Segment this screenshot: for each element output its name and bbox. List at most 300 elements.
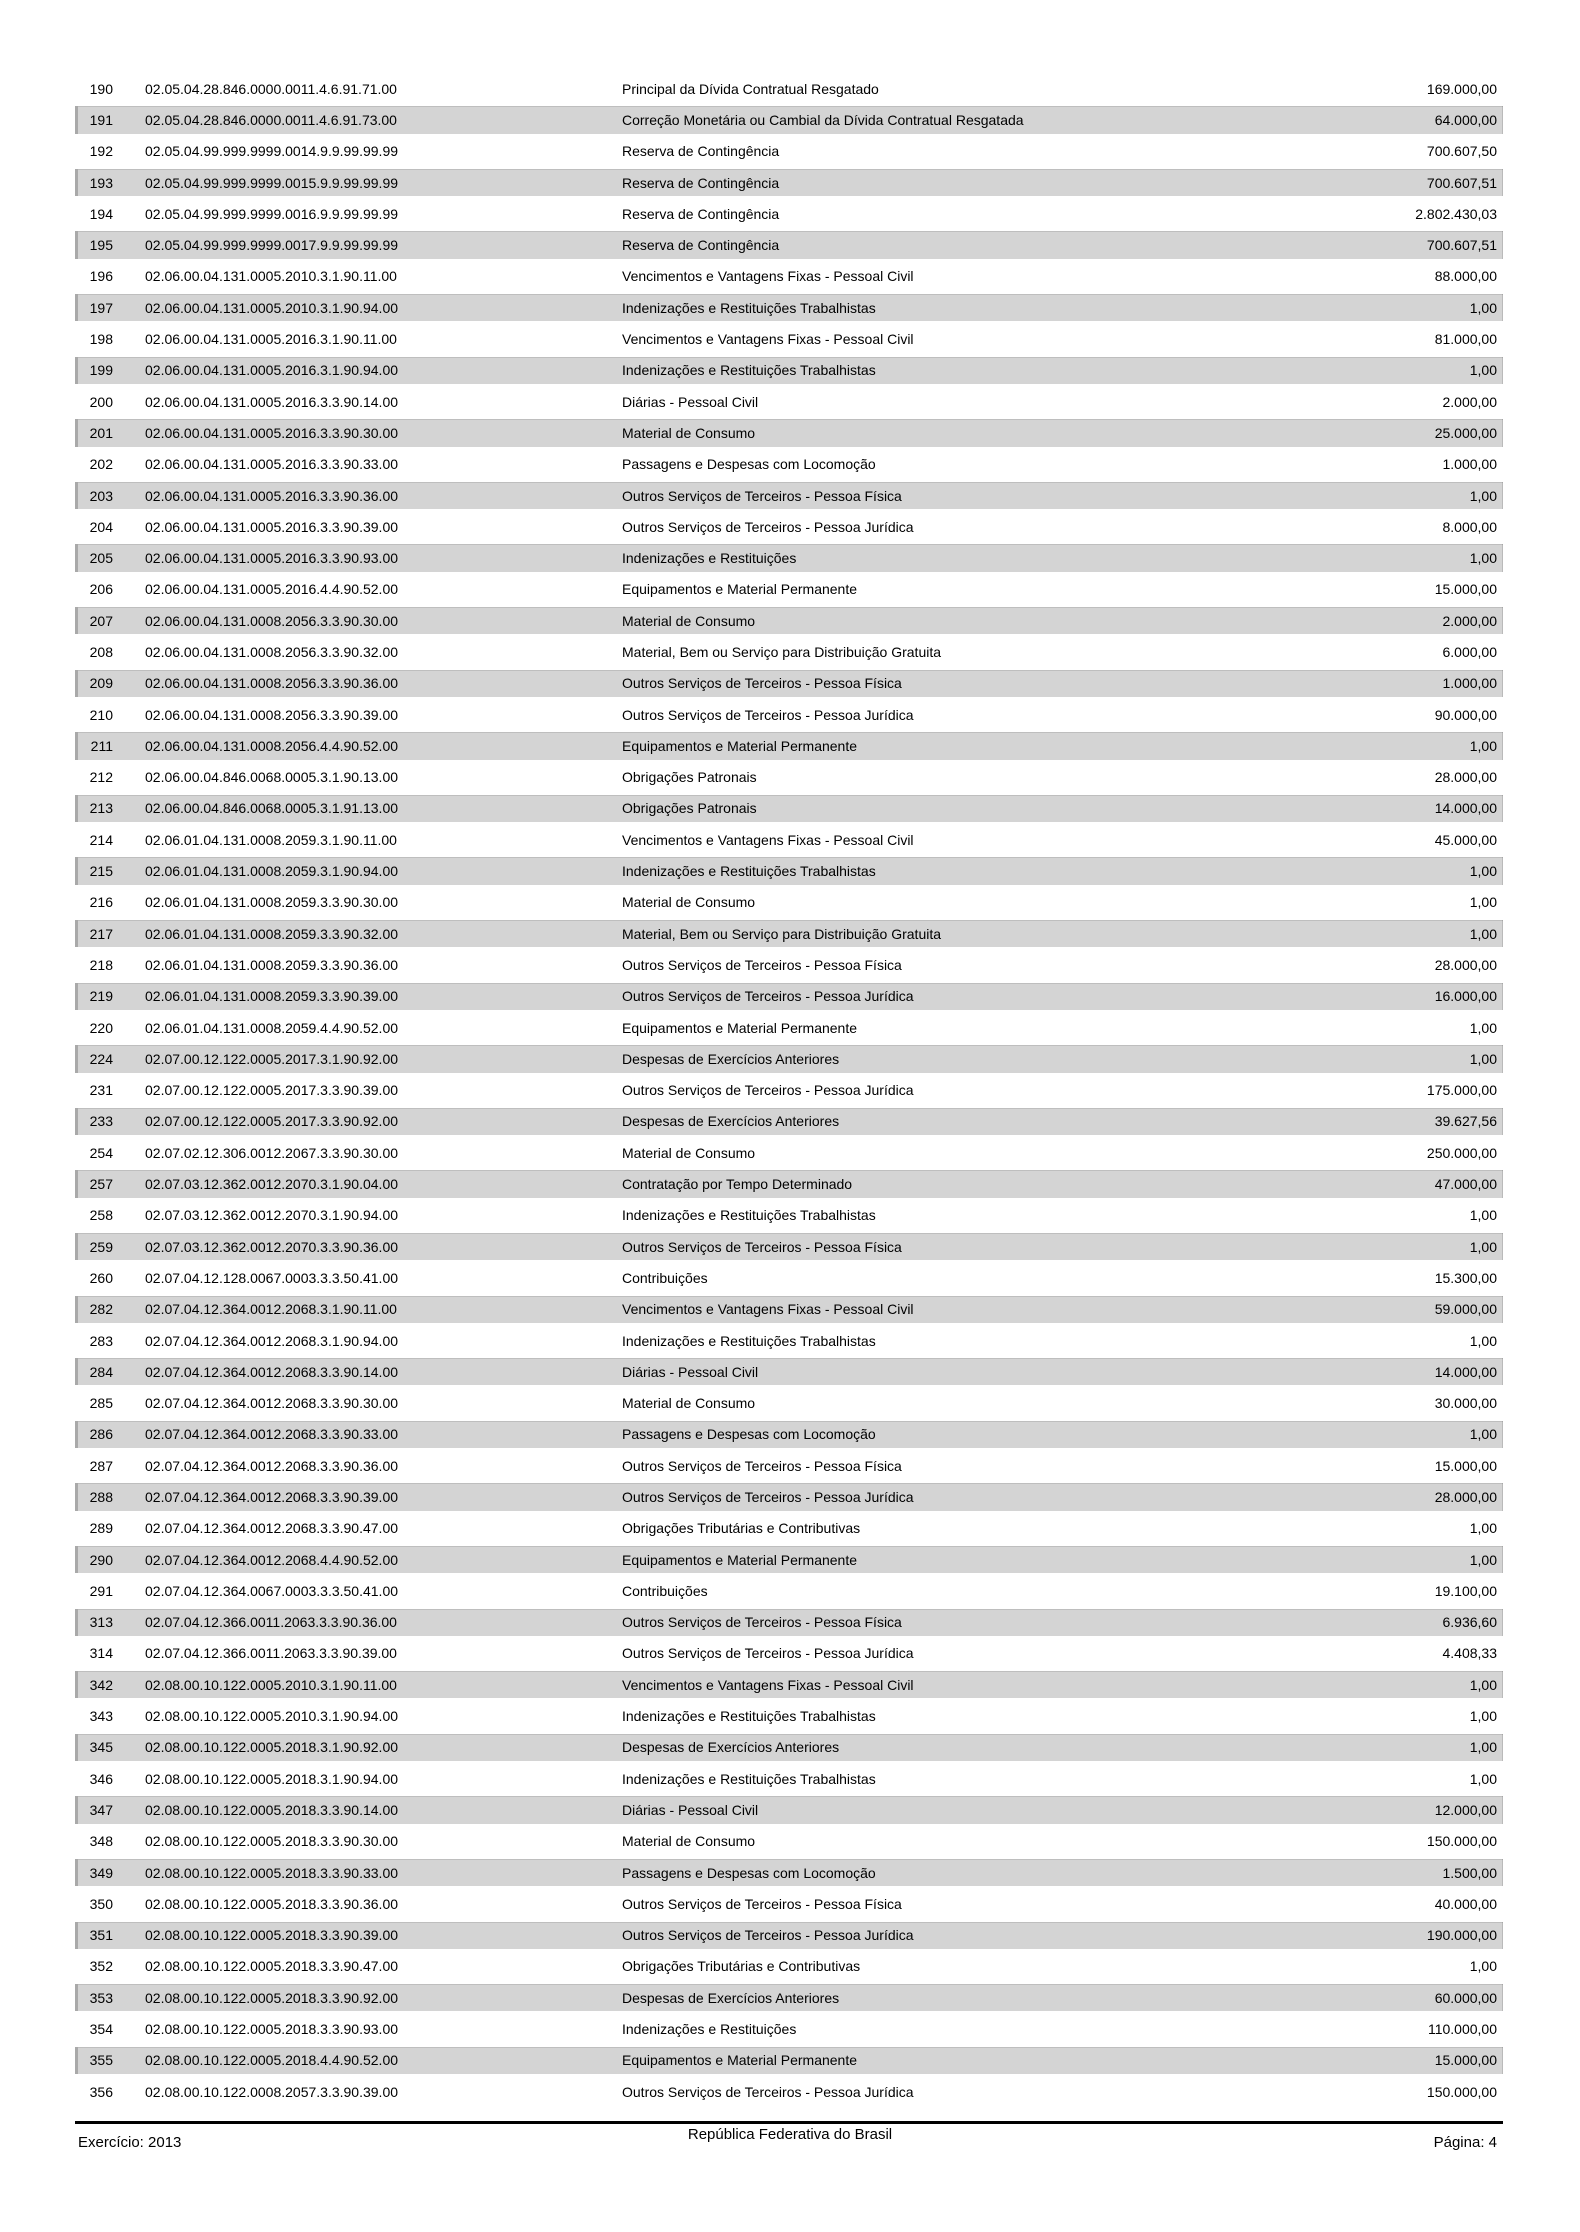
row-number-cell: 214 <box>89 831 113 848</box>
description-cell: Indenizações e Restituições Trabalhistas <box>622 863 876 880</box>
table-row-band <box>75 951 1503 978</box>
table-row <box>75 1200 1503 1231</box>
row-number-cell: 356 <box>89 2083 113 2100</box>
description-cell: Outros Serviços de Terceiros - Pessoa Jurídica <box>622 1082 914 1099</box>
budget-code-cell: 02.08.00.10.122.0005.2010.3.1.90.94.00 <box>145 1708 399 1725</box>
budget-code-cell: 02.07.04.12.364.0012.2068.3.3.90.14.00 <box>145 1363 399 1380</box>
table-row-band <box>75 357 1503 384</box>
table-row <box>75 1951 1503 1982</box>
budget-code-cell: 02.06.00.04.131.0008.2056.3.3.90.30.00 <box>145 612 399 629</box>
description-cell: Outros Serviços de Terceiros - Pessoa Física <box>622 1614 902 1631</box>
row-number-cell: 190 <box>89 80 113 97</box>
description-cell: Correção Monetária ou Cambial da Dívida Contratual Resgatada <box>622 111 1024 128</box>
budget-code-cell: 02.06.00.04.846.0068.0005.3.1.91.13.00 <box>145 800 399 817</box>
budget-code-cell: 02.08.00.10.122.0005.2018.3.3.90.30.00 <box>145 1833 399 1850</box>
table-row-band <box>75 294 1503 321</box>
description-cell: Outros Serviços de Terceiros - Pessoa Jurídica <box>622 706 914 723</box>
row-number-cell: 283 <box>89 1332 113 1349</box>
description-cell: Reserva de Contingência <box>622 143 780 160</box>
value-cell: 81.000,00 <box>1434 331 1497 348</box>
value-cell: 1,00 <box>1469 1426 1497 1443</box>
budget-code-cell: 02.06.00.04.131.0008.2056.3.3.90.36.00 <box>145 675 399 692</box>
row-number-cell: 204 <box>89 518 113 535</box>
budget-code-cell: 02.05.04.28.846.0000.0011.4.6.91.71.00 <box>145 80 397 97</box>
footer-exercise-label: Exercício: 2013 <box>78 2134 182 2151</box>
value-cell: 47.000,00 <box>1434 1176 1497 1193</box>
description-cell: Despesas de Exercícios Anteriores <box>622 1050 840 1067</box>
table-row <box>75 1763 1503 1794</box>
table-row-band <box>75 732 1503 759</box>
budget-code-cell: 02.06.00.04.131.0005.2016.3.3.90.33.00 <box>145 456 399 473</box>
table-row-band <box>75 325 1503 352</box>
description-cell: Passagens e Despesas com Locomoção <box>622 1864 876 1881</box>
description-cell: Outros Serviços de Terceiros - Pessoa Jurídica <box>622 988 914 1005</box>
budget-code-cell: 02.07.04.12.364.0012.2068.3.3.90.30.00 <box>145 1395 399 1412</box>
table-row-band <box>75 1421 1503 1448</box>
value-cell: 28.000,00 <box>1434 769 1497 786</box>
row-number-cell: 254 <box>89 1144 113 1161</box>
table-row-band <box>75 1702 1503 1729</box>
row-number-cell: 213 <box>89 800 113 817</box>
row-number-cell: 352 <box>89 1958 113 1975</box>
budget-code-cell: 02.06.00.04.131.0005.2016.3.1.90.11.00 <box>145 331 397 348</box>
description-cell: Contribuições <box>622 1582 708 1599</box>
table-row-band <box>75 1264 1503 1291</box>
budget-code-cell: 02.06.00.04.131.0008.2056.3.3.90.32.00 <box>145 643 399 660</box>
table-row-band <box>75 1170 1503 1197</box>
table-row <box>75 730 1503 761</box>
row-number-cell: 355 <box>89 2052 113 2069</box>
budget-code-cell: 02.06.00.04.131.0005.2010.3.1.90.94.00 <box>145 299 399 316</box>
table-row <box>75 1043 1503 1074</box>
value-cell: 14.000,00 <box>1434 1363 1497 1380</box>
description-cell: Vencimentos e Vantagens Fixas - Pessoal Civil <box>622 331 914 348</box>
table-row-band <box>75 1202 1503 1229</box>
table-row-band <box>75 1233 1503 1260</box>
value-cell: 19.100,00 <box>1434 1582 1497 1599</box>
description-cell: Vencimentos e Vantagens Fixas - Pessoal Civil <box>622 831 914 848</box>
row-number-cell: 210 <box>89 706 113 723</box>
description-cell: Outros Serviços de Terceiros - Pessoa Física <box>622 1457 902 1474</box>
description-cell: Material de Consumo <box>622 424 756 441</box>
budget-code-cell: 02.06.00.04.131.0005.2016.3.3.90.36.00 <box>145 487 399 504</box>
budget-table <box>75 73 1503 2107</box>
budget-code-cell: 02.07.03.12.362.0012.2070.3.1.90.94.00 <box>145 1207 399 1224</box>
table-row-band <box>75 607 1503 634</box>
table-row-band <box>75 231 1503 258</box>
table-row <box>75 1700 1503 1731</box>
table-row <box>75 1231 1503 1262</box>
budget-code-cell: 02.08.00.10.122.0008.2057.3.3.90.39.00 <box>145 2083 399 2100</box>
budget-code-cell: 02.06.00.04.131.0008.2056.4.4.90.52.00 <box>145 737 399 754</box>
description-cell: Material de Consumo <box>622 612 756 629</box>
value-cell: 12.000,00 <box>1434 1801 1497 1818</box>
table-row <box>75 824 1503 855</box>
value-cell: 2.000,00 <box>1442 612 1497 629</box>
budget-code-cell: 02.06.01.04.131.0008.2059.4.4.90.52.00 <box>145 1019 399 1036</box>
table-row-band <box>75 1296 1503 1323</box>
description-cell: Material de Consumo <box>622 1833 756 1850</box>
description-cell: Indenizações e Restituições Trabalhistas <box>622 1770 876 1787</box>
table-row <box>75 449 1503 480</box>
row-number-cell: 220 <box>89 1019 113 1036</box>
table-row-band <box>75 1483 1503 1510</box>
table-row-band <box>75 920 1503 947</box>
table-row <box>75 887 1503 918</box>
description-cell: Contribuições <box>622 1269 708 1286</box>
table-row <box>75 542 1503 573</box>
description-cell: Outros Serviços de Terceiros - Pessoa Jurídica <box>622 2083 914 2100</box>
table-row <box>75 1012 1503 1043</box>
budget-code-cell: 02.07.00.12.122.0005.2017.3.3.90.39.00 <box>145 1082 399 1099</box>
row-number-cell: 345 <box>89 1739 113 1756</box>
value-cell: 1,00 <box>1469 863 1497 880</box>
table-row-band <box>75 451 1503 478</box>
table-row <box>75 636 1503 667</box>
table-row <box>75 73 1503 104</box>
table-row <box>75 1920 1503 1951</box>
table-row-band <box>75 764 1503 791</box>
table-row <box>75 1888 1503 1919</box>
row-number-cell: 212 <box>89 769 113 786</box>
description-cell: Reserva de Contingência <box>622 174 780 191</box>
budget-code-cell: 02.07.04.12.364.0067.0003.3.3.50.41.00 <box>145 1582 399 1599</box>
description-cell: Vencimentos e Vantagens Fixas - Pessoal Civil <box>622 268 914 285</box>
table-row <box>75 1669 1503 1700</box>
row-number-cell: 198 <box>89 331 113 348</box>
table-row <box>75 1387 1503 1418</box>
row-number-cell: 194 <box>89 205 113 222</box>
description-cell: Outros Serviços de Terceiros - Pessoa Física <box>622 1895 902 1912</box>
table-row <box>75 1106 1503 1137</box>
table-row <box>75 1732 1503 1763</box>
table-row-band <box>75 1734 1503 1761</box>
value-cell: 1,00 <box>1469 1676 1497 1693</box>
table-row-band <box>75 670 1503 697</box>
description-cell: Outros Serviços de Terceiros - Pessoa Jurídica <box>622 1927 914 1944</box>
table-row <box>75 417 1503 448</box>
value-cell: 1,00 <box>1469 1551 1497 1568</box>
value-cell: 15.000,00 <box>1434 1457 1497 1474</box>
budget-code-cell: 02.06.01.04.131.0008.2059.3.3.90.39.00 <box>145 988 399 1005</box>
budget-code-cell: 02.07.04.12.364.0012.2068.3.1.90.11.00 <box>145 1301 397 1318</box>
budget-code-cell: 02.05.04.99.999.9999.0014.9.9.99.99.99 <box>145 143 399 160</box>
row-number-cell: 350 <box>89 1895 113 1912</box>
table-row-band <box>75 419 1503 446</box>
description-cell: Reserva de Contingência <box>622 237 780 254</box>
budget-code-cell: 02.06.00.04.131.0005.2016.3.1.90.94.00 <box>145 362 399 379</box>
table-row-band <box>75 638 1503 665</box>
description-cell: Indenizações e Restituições Trabalhistas <box>622 362 876 379</box>
table-row <box>75 1325 1503 1356</box>
value-cell: 1.000,00 <box>1442 456 1497 473</box>
table-row-band <box>75 1796 1503 1823</box>
table-row-band <box>75 576 1503 603</box>
table-row <box>75 1857 1503 1888</box>
table-row-band <box>75 1953 1503 1980</box>
table-row <box>75 136 1503 167</box>
value-cell: 1,00 <box>1469 1770 1497 1787</box>
description-cell: Contratação por Tempo Determinado <box>622 1176 853 1193</box>
row-number-cell: 201 <box>89 424 113 441</box>
budget-code-cell: 02.06.00.04.131.0005.2016.3.3.90.14.00 <box>145 393 399 410</box>
table-row <box>75 1262 1503 1293</box>
table-row <box>75 1638 1503 1669</box>
row-number-cell: 314 <box>89 1645 113 1662</box>
table-row <box>75 261 1503 292</box>
row-number-cell: 343 <box>89 1708 113 1725</box>
description-cell: Material, Bem ou Serviço para Distribuição Gratuita <box>622 925 942 942</box>
description-cell: Passagens e Despesas com Locomoção <box>622 1426 876 1443</box>
budget-code-cell: 02.07.04.12.366.0011.2063.3.3.90.36.00 <box>145 1614 397 1631</box>
value-cell: 700.607,50 <box>1426 143 1497 160</box>
table-row <box>75 386 1503 417</box>
row-number-cell: 202 <box>89 456 113 473</box>
budget-code-cell: 02.06.00.04.131.0005.2010.3.1.90.11.00 <box>145 268 397 285</box>
budget-code-cell: 02.07.03.12.362.0012.2070.3.1.90.04.00 <box>145 1176 399 1193</box>
row-number-cell: 206 <box>89 581 113 598</box>
row-number-cell: 287 <box>89 1457 113 1474</box>
description-cell: Obrigações Tributárias e Contributivas <box>622 1520 861 1537</box>
table-row-band <box>75 826 1503 853</box>
description-cell: Obrigações Patronais <box>622 769 757 786</box>
description-cell: Diárias - Pessoal Civil <box>622 1801 759 1818</box>
row-number-cell: 290 <box>89 1551 113 1568</box>
value-cell: 45.000,00 <box>1434 831 1497 848</box>
budget-code-cell: 02.07.04.12.364.0012.2068.3.1.90.94.00 <box>145 1332 399 1349</box>
budget-code-cell: 02.06.01.04.131.0008.2059.3.1.90.94.00 <box>145 863 399 880</box>
table-row-band <box>75 1077 1503 1104</box>
description-cell: Principal da Dívida Contratual Resgatado <box>622 80 879 97</box>
value-cell: 1,00 <box>1469 487 1497 504</box>
value-cell: 1.000,00 <box>1442 675 1497 692</box>
description-cell: Reserva de Contingência <box>622 205 780 222</box>
budget-code-cell: 02.06.00.04.131.0005.2016.3.3.90.39.00 <box>145 518 399 535</box>
table-row-band <box>75 1640 1503 1667</box>
table-row-band <box>75 1452 1503 1479</box>
row-number-cell: 291 <box>89 1582 113 1599</box>
description-cell: Equipamentos e Material Permanente <box>622 2052 858 2069</box>
row-number-cell: 215 <box>89 863 113 880</box>
value-cell: 1,00 <box>1469 362 1497 379</box>
table-row-band <box>75 1859 1503 1886</box>
budget-code-cell: 02.07.00.12.122.0005.2017.3.3.90.92.00 <box>145 1113 399 1130</box>
row-number-cell: 285 <box>89 1395 113 1412</box>
budget-code-cell: 02.07.04.12.364.0012.2068.3.3.90.36.00 <box>145 1457 399 1474</box>
table-row <box>75 1294 1503 1325</box>
row-number-cell: 216 <box>89 894 113 911</box>
description-cell: Indenizações e Restituições <box>622 550 797 567</box>
table-row <box>75 1513 1503 1544</box>
table-row-band <box>75 2078 1503 2105</box>
table-row-band <box>75 1358 1503 1385</box>
table-row-band <box>75 1922 1503 1949</box>
table-row <box>75 1575 1503 1606</box>
budget-code-cell: 02.06.01.04.131.0008.2059.3.3.90.36.00 <box>145 956 399 973</box>
table-row-band <box>75 544 1503 571</box>
description-cell: Equipamentos e Material Permanente <box>622 581 858 598</box>
row-number-cell: 349 <box>89 1864 113 1881</box>
value-cell: 250.000,00 <box>1426 1144 1497 1161</box>
row-number-cell: 347 <box>89 1801 113 1818</box>
value-cell: 150.000,00 <box>1426 2083 1497 2100</box>
budget-code-cell: 02.05.04.99.999.9999.0017.9.9.99.99.99 <box>145 237 399 254</box>
value-cell: 4.408,33 <box>1442 1645 1497 1662</box>
value-cell: 1,00 <box>1469 894 1497 911</box>
row-number-cell: 209 <box>89 675 113 692</box>
row-number-cell: 288 <box>89 1489 113 1505</box>
table-row-band <box>75 513 1503 540</box>
value-cell: 15.000,00 <box>1434 581 1497 598</box>
table-row <box>75 793 1503 824</box>
budget-code-cell: 02.07.04.12.128.0067.0003.3.3.50.41.00 <box>145 1269 399 1286</box>
table-row <box>75 167 1503 198</box>
table-row-band <box>75 263 1503 290</box>
row-number-cell: 257 <box>89 1176 113 1193</box>
row-number-cell: 196 <box>89 268 113 285</box>
table-row <box>75 1075 1503 1106</box>
value-cell: 14.000,00 <box>1434 800 1497 817</box>
description-cell: Equipamentos e Material Permanente <box>622 1019 858 1036</box>
value-cell: 28.000,00 <box>1434 1489 1497 1505</box>
table-row <box>75 292 1503 323</box>
value-cell: 15.000,00 <box>1434 2052 1497 2069</box>
description-cell: Outros Serviços de Terceiros - Pessoa Jurídica <box>622 1489 914 1505</box>
row-number-cell: 346 <box>89 1770 113 1787</box>
description-cell: Equipamentos e Material Permanente <box>622 737 858 754</box>
value-cell: 1,00 <box>1469 299 1497 316</box>
description-cell: Vencimentos e Vantagens Fixas - Pessoal Civil <box>622 1301 914 1318</box>
table-row-band <box>75 75 1503 102</box>
value-cell: 16.000,00 <box>1434 988 1497 1005</box>
budget-code-cell: 02.08.00.10.122.0005.2018.4.4.90.52.00 <box>145 2052 399 2069</box>
budget-code-cell: 02.06.01.04.131.0008.2059.3.3.90.30.00 <box>145 894 399 911</box>
value-cell: 150.000,00 <box>1426 1833 1497 1850</box>
table-row-band <box>75 1327 1503 1354</box>
description-cell: Passagens e Despesas com Locomoção <box>622 456 876 473</box>
value-cell: 40.000,00 <box>1434 1895 1497 1912</box>
description-cell: Equipamentos e Material Permanente <box>622 1551 858 1568</box>
table-row <box>75 2013 1503 2044</box>
description-cell: Indenizações e Restituições <box>622 2021 797 2038</box>
table-row-band <box>75 983 1503 1010</box>
table-row-band <box>75 1828 1503 1855</box>
budget-code-cell: 02.07.04.12.364.0012.2068.3.3.90.33.00 <box>145 1426 399 1443</box>
table-row-band <box>75 169 1503 196</box>
table-row <box>75 762 1503 793</box>
table-row-band <box>75 701 1503 728</box>
table-row <box>75 1356 1503 1387</box>
value-cell: 8.000,00 <box>1442 518 1497 535</box>
row-number-cell: 208 <box>89 643 113 660</box>
value-cell: 110.000,00 <box>1427 2021 1497 2038</box>
table-row <box>75 1826 1503 1857</box>
table-row <box>75 981 1503 1012</box>
value-cell: 1,00 <box>1469 550 1497 567</box>
table-row-band <box>75 482 1503 509</box>
table-row <box>75 1168 1503 1199</box>
budget-code-cell: 02.08.00.10.122.0005.2010.3.1.90.11.00 <box>145 1676 397 1693</box>
row-number-cell: 191 <box>89 111 113 128</box>
value-cell: 88.000,00 <box>1434 268 1497 285</box>
row-number-cell: 260 <box>89 1269 113 1286</box>
table-row-band <box>75 138 1503 165</box>
footer-country-label: República Federativa do Brasil <box>687 2126 893 2143</box>
budget-code-cell: 02.07.04.12.366.0011.2063.3.3.90.39.00 <box>145 1645 397 1662</box>
budget-code-cell: 02.07.04.12.364.0012.2068.4.4.90.52.00 <box>145 1551 399 1568</box>
description-cell: Material de Consumo <box>622 1144 756 1161</box>
description-cell: Outros Serviços de Terceiros - Pessoa Física <box>622 956 902 973</box>
budget-code-cell: 02.05.04.99.999.9999.0015.9.9.99.99.99 <box>145 174 399 191</box>
table-row <box>75 918 1503 949</box>
description-cell: Vencimentos e Vantagens Fixas - Pessoal Civil <box>622 1676 914 1693</box>
table-row <box>75 574 1503 605</box>
budget-code-cell: 02.08.00.10.122.0005.2018.3.3.90.47.00 <box>145 1958 399 1975</box>
description-cell: Material, Bem ou Serviço para Distribuição Gratuita <box>622 643 942 660</box>
value-cell: 1,00 <box>1469 1739 1497 1756</box>
table-row-band <box>75 1045 1503 1072</box>
description-cell: Outros Serviços de Terceiros - Pessoa Jurídica <box>622 1645 914 1662</box>
description-cell: Indenizações e Restituições Trabalhistas <box>622 1207 876 1224</box>
description-cell: Material de Consumo <box>622 1395 756 1412</box>
description-cell: Indenizações e Restituições Trabalhistas <box>622 299 876 316</box>
row-number-cell: 313 <box>89 1614 113 1631</box>
table-row <box>75 355 1503 386</box>
row-number-cell: 219 <box>89 988 113 1005</box>
row-number-cell: 218 <box>89 956 113 973</box>
budget-code-cell: 02.08.00.10.122.0005.2018.3.3.90.93.00 <box>145 2021 399 2038</box>
value-cell: 15.300,00 <box>1434 1269 1497 1286</box>
table-row <box>75 605 1503 636</box>
table-row <box>75 511 1503 542</box>
value-cell: 64.000,00 <box>1434 111 1497 128</box>
budget-code-cell: 02.06.01.04.131.0008.2059.3.1.90.11.00 <box>145 831 397 848</box>
budget-code-cell: 02.07.03.12.362.0012.2070.3.3.90.36.00 <box>145 1238 399 1255</box>
table-row <box>75 668 1503 699</box>
value-cell: 1,00 <box>1469 1207 1497 1224</box>
table-row <box>75 1419 1503 1450</box>
table-row <box>75 323 1503 354</box>
description-cell: Outros Serviços de Terceiros - Pessoa Física <box>622 487 902 504</box>
table-row <box>75 229 1503 260</box>
value-cell: 700.607,51 <box>1426 174 1497 191</box>
table-row-band <box>75 1577 1503 1604</box>
table-row-band <box>75 1515 1503 1542</box>
table-row <box>75 1481 1503 1512</box>
table-row-band <box>75 857 1503 884</box>
table-row <box>75 1137 1503 1168</box>
value-cell: 1,00 <box>1469 1019 1497 1036</box>
budget-code-cell: 02.07.00.12.122.0005.2017.3.1.90.92.00 <box>145 1050 399 1067</box>
description-cell: Indenizações e Restituições Trabalhistas <box>622 1332 876 1349</box>
value-cell: 169.000,00 <box>1426 80 1497 97</box>
description-cell: Outros Serviços de Terceiros - Pessoa Física <box>622 675 902 692</box>
value-cell: 1.500,00 <box>1442 1864 1497 1881</box>
value-cell: 6.000,00 <box>1442 643 1497 660</box>
value-cell: 6.936,60 <box>1442 1614 1497 1631</box>
description-cell: Obrigações Patronais <box>622 800 757 817</box>
table-row <box>75 2076 1503 2107</box>
description-cell: Outros Serviços de Terceiros - Pessoa Jurídica <box>622 518 914 535</box>
value-cell: 30.000,00 <box>1434 1395 1497 1412</box>
row-number-cell: 289 <box>89 1520 113 1537</box>
description-cell: Indenizações e Restituições Trabalhistas <box>622 1708 876 1725</box>
description-cell: Despesas de Exercícios Anteriores <box>622 1739 840 1756</box>
budget-code-cell: 02.08.00.10.122.0005.2018.3.1.90.94.00 <box>145 1770 399 1787</box>
table-row <box>75 198 1503 229</box>
table-row-band <box>75 200 1503 227</box>
row-number-cell: 351 <box>89 1927 113 1944</box>
